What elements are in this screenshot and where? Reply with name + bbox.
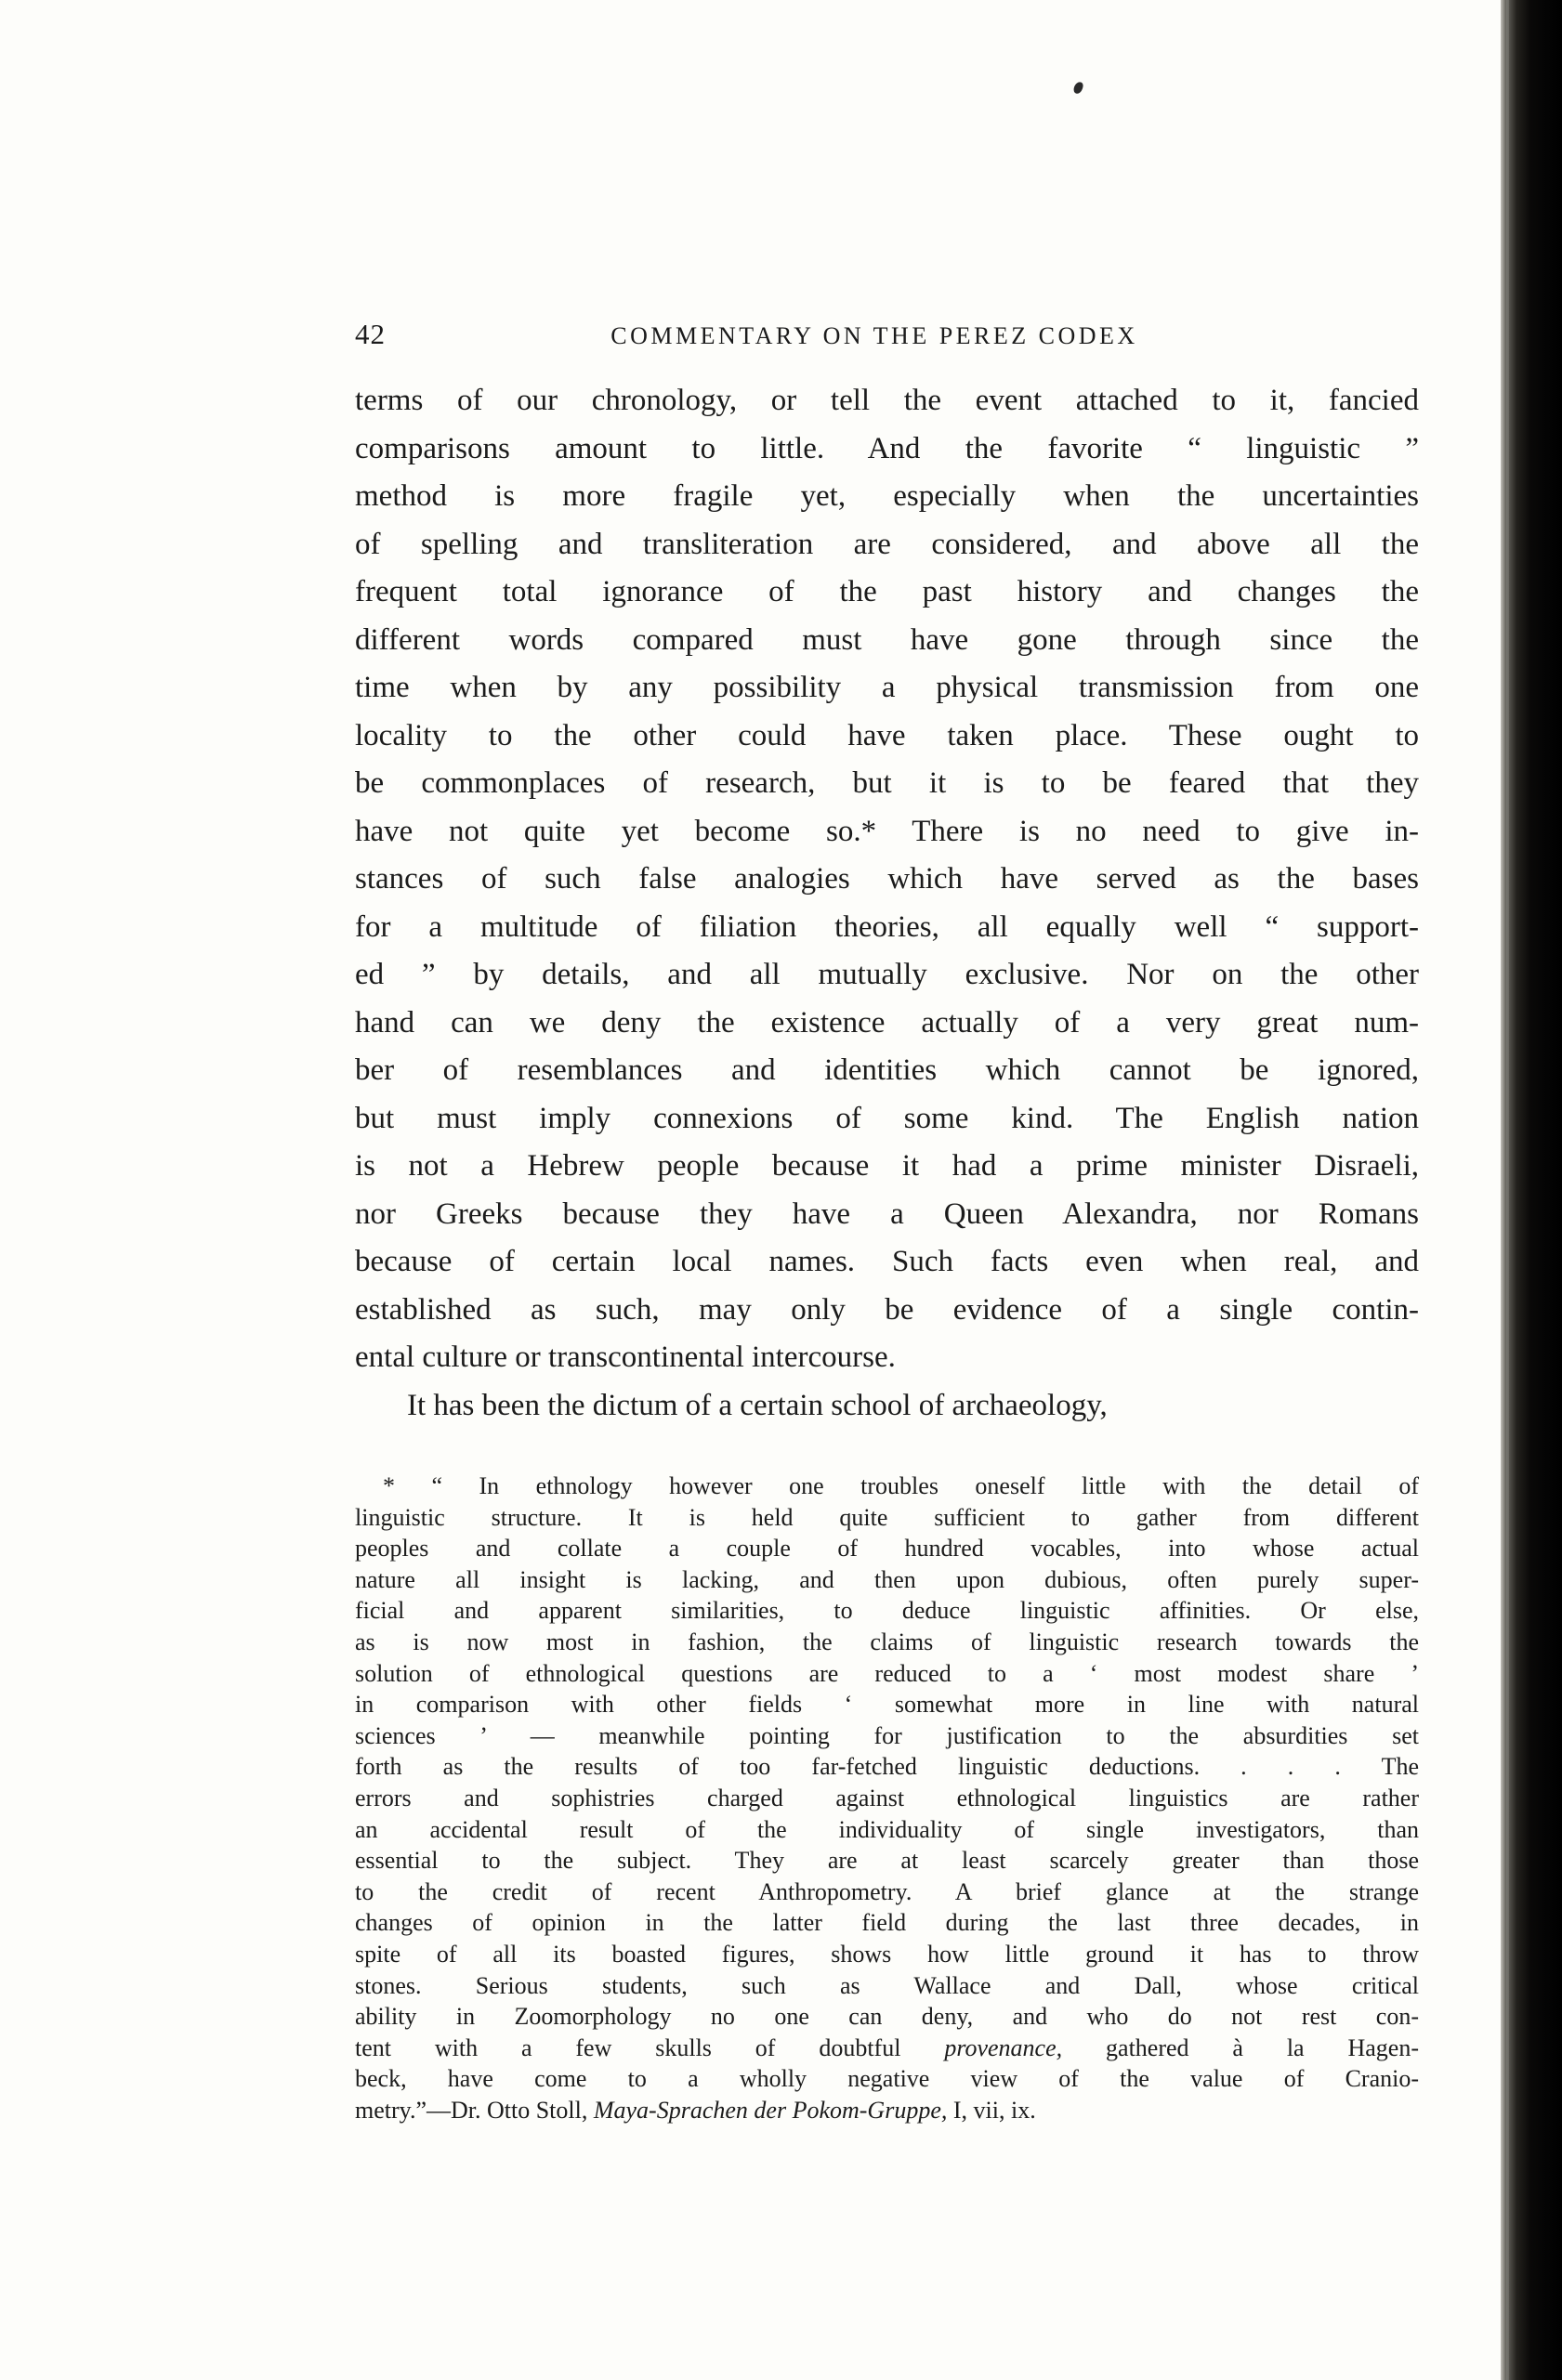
text-line: solution of ethnological questions are reduced to a ‘ most modest share ’: [355, 1659, 1419, 1687]
page-header: [355, 318, 1419, 351]
text-line: to the credit of recent Anthropometry. A brief glance at the strange: [355, 1877, 1419, 1905]
text-line: for a multitude of filiation theories, all equally well “ support-: [355, 909, 1419, 944]
text-line: stones. Serious students, such as Wallace and Dall, whose critical: [355, 1971, 1419, 1999]
text-line: ability in Zoomorphology no one can deny, and who do not rest con-: [355, 2003, 1419, 2031]
text-line: changes of opinion in the latter field during the last three decades, in: [355, 1909, 1419, 1937]
text-line: stances of such false analogies which have served as the bases: [355, 862, 1419, 896]
footnote: [355, 1471, 1419, 2125]
text-line: beck, have come to a wholly negative view of the value of Cranio-: [355, 2065, 1419, 2093]
text-line: an accidental result of the individuality of single investigators, than: [355, 1815, 1419, 1843]
text-line: comparisons amount to little. And the favorite “ linguistic ”: [355, 431, 1419, 465]
text-line: of spelling and transliteration are considered, and above all the: [355, 527, 1419, 561]
text-line: locality to the other could have taken place. These ought to: [355, 718, 1419, 752]
body-text: [355, 377, 1419, 1430]
text-line: is not a Hebrew people because it had a prime minister Disraeli,: [355, 1149, 1419, 1183]
text-line: essential to the subject. They are at least scarcely greater than those: [355, 1847, 1419, 1875]
text-line: sciences ’ — meanwhile pointing for justification to the absurdities set: [355, 1721, 1419, 1749]
text-line: ber of resemblances and identities which cannot be ignored,: [355, 1053, 1419, 1087]
ink-speck-artifact: [1072, 81, 1084, 95]
scan-edge-bar: [1501, 0, 1562, 2380]
text-line: have not quite yet become so.* There is no need to give in-: [355, 814, 1419, 848]
text-line: It has been the dictum of a certain school of archaeology,: [407, 1388, 1108, 1422]
text-line: ental culture or transcontinental intercourse.: [355, 1340, 896, 1374]
text-line: tent with a few skulls of doubtful provenance, gathered à la Hagen-: [355, 2033, 1419, 2061]
text-line: frequent total ignorance of the past history and changes the: [355, 575, 1419, 608]
text-line: be commonplaces of research, but it is to be feared that they: [355, 766, 1419, 800]
running-title: COMMENTARY ON THE PEREZ CODEX: [610, 322, 1138, 349]
text-line: spite of all its boasted figures, shows how little ground it has to throw: [355, 1940, 1419, 1968]
text-line: method is more fragile yet, especially when the uncertainties: [355, 479, 1419, 513]
text-line: hand can we deny the existence actually of a very great num-: [355, 1005, 1419, 1040]
text-line: forth as the results of too far-fetched linguistic deductions. . . . The: [355, 1753, 1419, 1781]
text-line: but must imply connexions of some kind. The English nation: [355, 1101, 1419, 1135]
text-line: errors and sophistries charged against ethnological linguistics are rather: [355, 1784, 1419, 1811]
text-line: metry.”—Dr. Otto Stoll, Maya-Sprachen der Pokom-Gruppe, I, vii, ix.: [355, 2096, 1036, 2124]
text-line: linguistic structure. It is held quite sufficient to gather from different: [355, 1503, 1419, 1531]
text-line: established as such, may only be evidence of a single contin-: [355, 1292, 1419, 1327]
text-line: terms of our chronology, or tell the event attached to it, fancied: [355, 384, 1419, 417]
text-line: because of certain local names. Such facts even when real, and: [355, 1245, 1419, 1278]
text-line: * “ In ethnology however one troubles oneself little with the detail of: [383, 1472, 1419, 1499]
text-line: time when by any possibility a physical transmission from one: [355, 671, 1419, 704]
text-line: ed ” by details, and all mutually exclusive. Nor on the other: [355, 958, 1419, 991]
text-line: nature all insight is lacking, and then upon dubious, often purely super-: [355, 1565, 1419, 1593]
text-line: peoples and collate a couple of hundred vocables, into whose actual: [355, 1535, 1419, 1563]
text-line: nor Greeks because they have a Queen Alexandra, nor Romans: [355, 1197, 1419, 1231]
text-line: different words compared must have gone through since the: [355, 622, 1419, 657]
text-line: in comparison with other fields ‘ somewhat more in line with natural: [355, 1691, 1419, 1719]
text-line: ficial and apparent similarities, to deduce linguistic affinities. Or else,: [355, 1597, 1419, 1625]
text-line: as is now most in fashion, the claims of linguistic research towards the: [355, 1628, 1419, 1655]
page-number: 42: [355, 318, 386, 350]
